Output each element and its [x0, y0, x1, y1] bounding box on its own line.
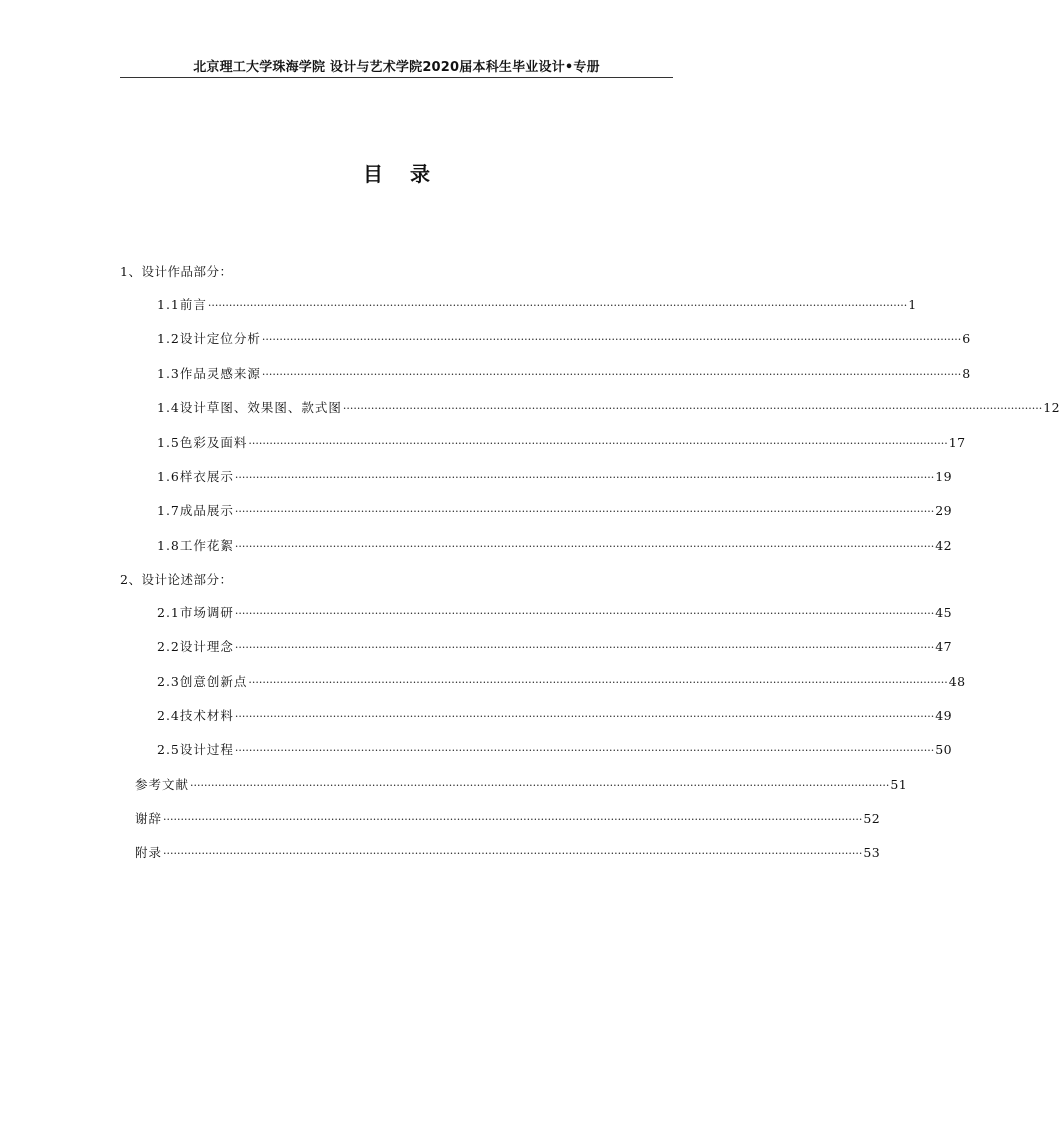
toc-entry-label: 谢辞 — [135, 811, 163, 826]
toc-entry[interactable] — [157, 433, 966, 453]
dot-leader: ········································································································································································································ — [234, 710, 935, 723]
dot-leader: ········································································································································································································ — [234, 744, 935, 757]
toc-entry-page: 49 — [935, 708, 953, 723]
toc-entry-label: 1.4设计草图、效果图、款式图 — [157, 400, 342, 415]
dot-leader: ········································································································································································································ — [234, 641, 935, 654]
toc-entry[interactable] — [157, 467, 953, 487]
toc-entry-page: 29 — [935, 503, 953, 518]
toc-entry-label: 2.1市场调研 — [157, 605, 234, 620]
toc-entry-label: 2.2设计理念 — [157, 639, 234, 654]
toc-entry[interactable] — [157, 706, 953, 726]
toc-section-heading: 2、设计论述部分： — [120, 572, 233, 587]
toc-entry[interactable] — [157, 295, 917, 315]
dot-leader: ········································································································································································································ — [248, 676, 948, 689]
toc-entry-page: 53 — [863, 845, 881, 860]
toc-entry-label: 附录 — [135, 845, 163, 860]
dot-leader: ········································································································································································································ — [261, 333, 962, 346]
toc-entry-page: 45 — [935, 605, 953, 620]
dot-leader: ········································································································································································································ — [207, 299, 908, 312]
dot-leader: ········································································································································································································ — [163, 813, 863, 826]
toc-entry[interactable] — [157, 329, 971, 349]
dot-leader: ········································································································································································································ — [163, 847, 863, 860]
dot-leader: ········································································································································································································ — [234, 505, 935, 518]
toc-entry[interactable] — [135, 809, 881, 829]
toc-entry-page: 51 — [890, 777, 908, 792]
toc-entry-page: 12 — [1043, 400, 1060, 415]
toc-entry[interactable] — [157, 501, 953, 521]
toc-entry-label: 参考文献 — [135, 777, 190, 792]
toc-entry[interactable] — [157, 536, 953, 556]
toc-entry[interactable] — [157, 364, 971, 384]
toc-entry-label: 1.1前言 — [157, 297, 207, 312]
toc-entry[interactable] — [135, 843, 881, 863]
page-title: 目 录 — [363, 162, 431, 186]
toc-entry[interactable] — [157, 637, 953, 657]
toc-entry-label: 2.5设计过程 — [157, 742, 234, 757]
toc-entry[interactable] — [157, 740, 953, 760]
toc-entry-page: 50 — [935, 742, 953, 757]
toc-entry-page: 48 — [948, 674, 966, 689]
toc-entry-label: 1.6样衣展示 — [157, 469, 234, 484]
toc-entry-page: 1 — [908, 297, 917, 312]
toc-entry-label: 2.4技术材料 — [157, 708, 234, 723]
dot-leader: ········································································································································································································ — [234, 540, 935, 553]
toc-entry[interactable] — [157, 603, 953, 623]
toc-entry-label: 2.3创意创新点 — [157, 674, 248, 689]
dot-leader: ········································································································································································································ — [190, 779, 890, 792]
toc-entry[interactable] — [157, 672, 966, 692]
dot-leader: ········································································································································································································ — [342, 402, 1043, 415]
toc-entry-page: 52 — [863, 811, 881, 826]
toc-entry[interactable] — [157, 398, 1060, 418]
toc-section-heading: 1、设计作品部分： — [120, 264, 233, 279]
toc-entry-label: 1.3作品灵感来源 — [157, 366, 261, 381]
toc-entry-label: 1.2设计定位分析 — [157, 331, 261, 346]
running-header: 北京理工大学珠海学院 设计与艺术学院2020届本科生毕业设计•专册 — [193, 60, 600, 75]
toc-entry-page: 19 — [935, 469, 953, 484]
dot-leader: ········································································································································································································ — [261, 368, 962, 381]
toc-entry-page: 17 — [948, 435, 966, 450]
toc-entry-label: 1.7成品展示 — [157, 503, 234, 518]
dot-leader: ········································································································································································································ — [248, 437, 948, 450]
toc-entry-label: 1.5色彩及面料 — [157, 435, 248, 450]
toc-entry-label: 1.8工作花絮 — [157, 538, 234, 553]
toc-entry-page: 8 — [962, 366, 971, 381]
toc-entry-page: 47 — [935, 639, 953, 654]
toc-entry-page: 42 — [935, 538, 953, 553]
toc-entry[interactable] — [135, 775, 908, 795]
dot-leader: ········································································································································································································ — [234, 471, 935, 484]
toc-entry-page: 6 — [962, 331, 971, 346]
dot-leader: ········································································································································································································ — [234, 607, 935, 620]
